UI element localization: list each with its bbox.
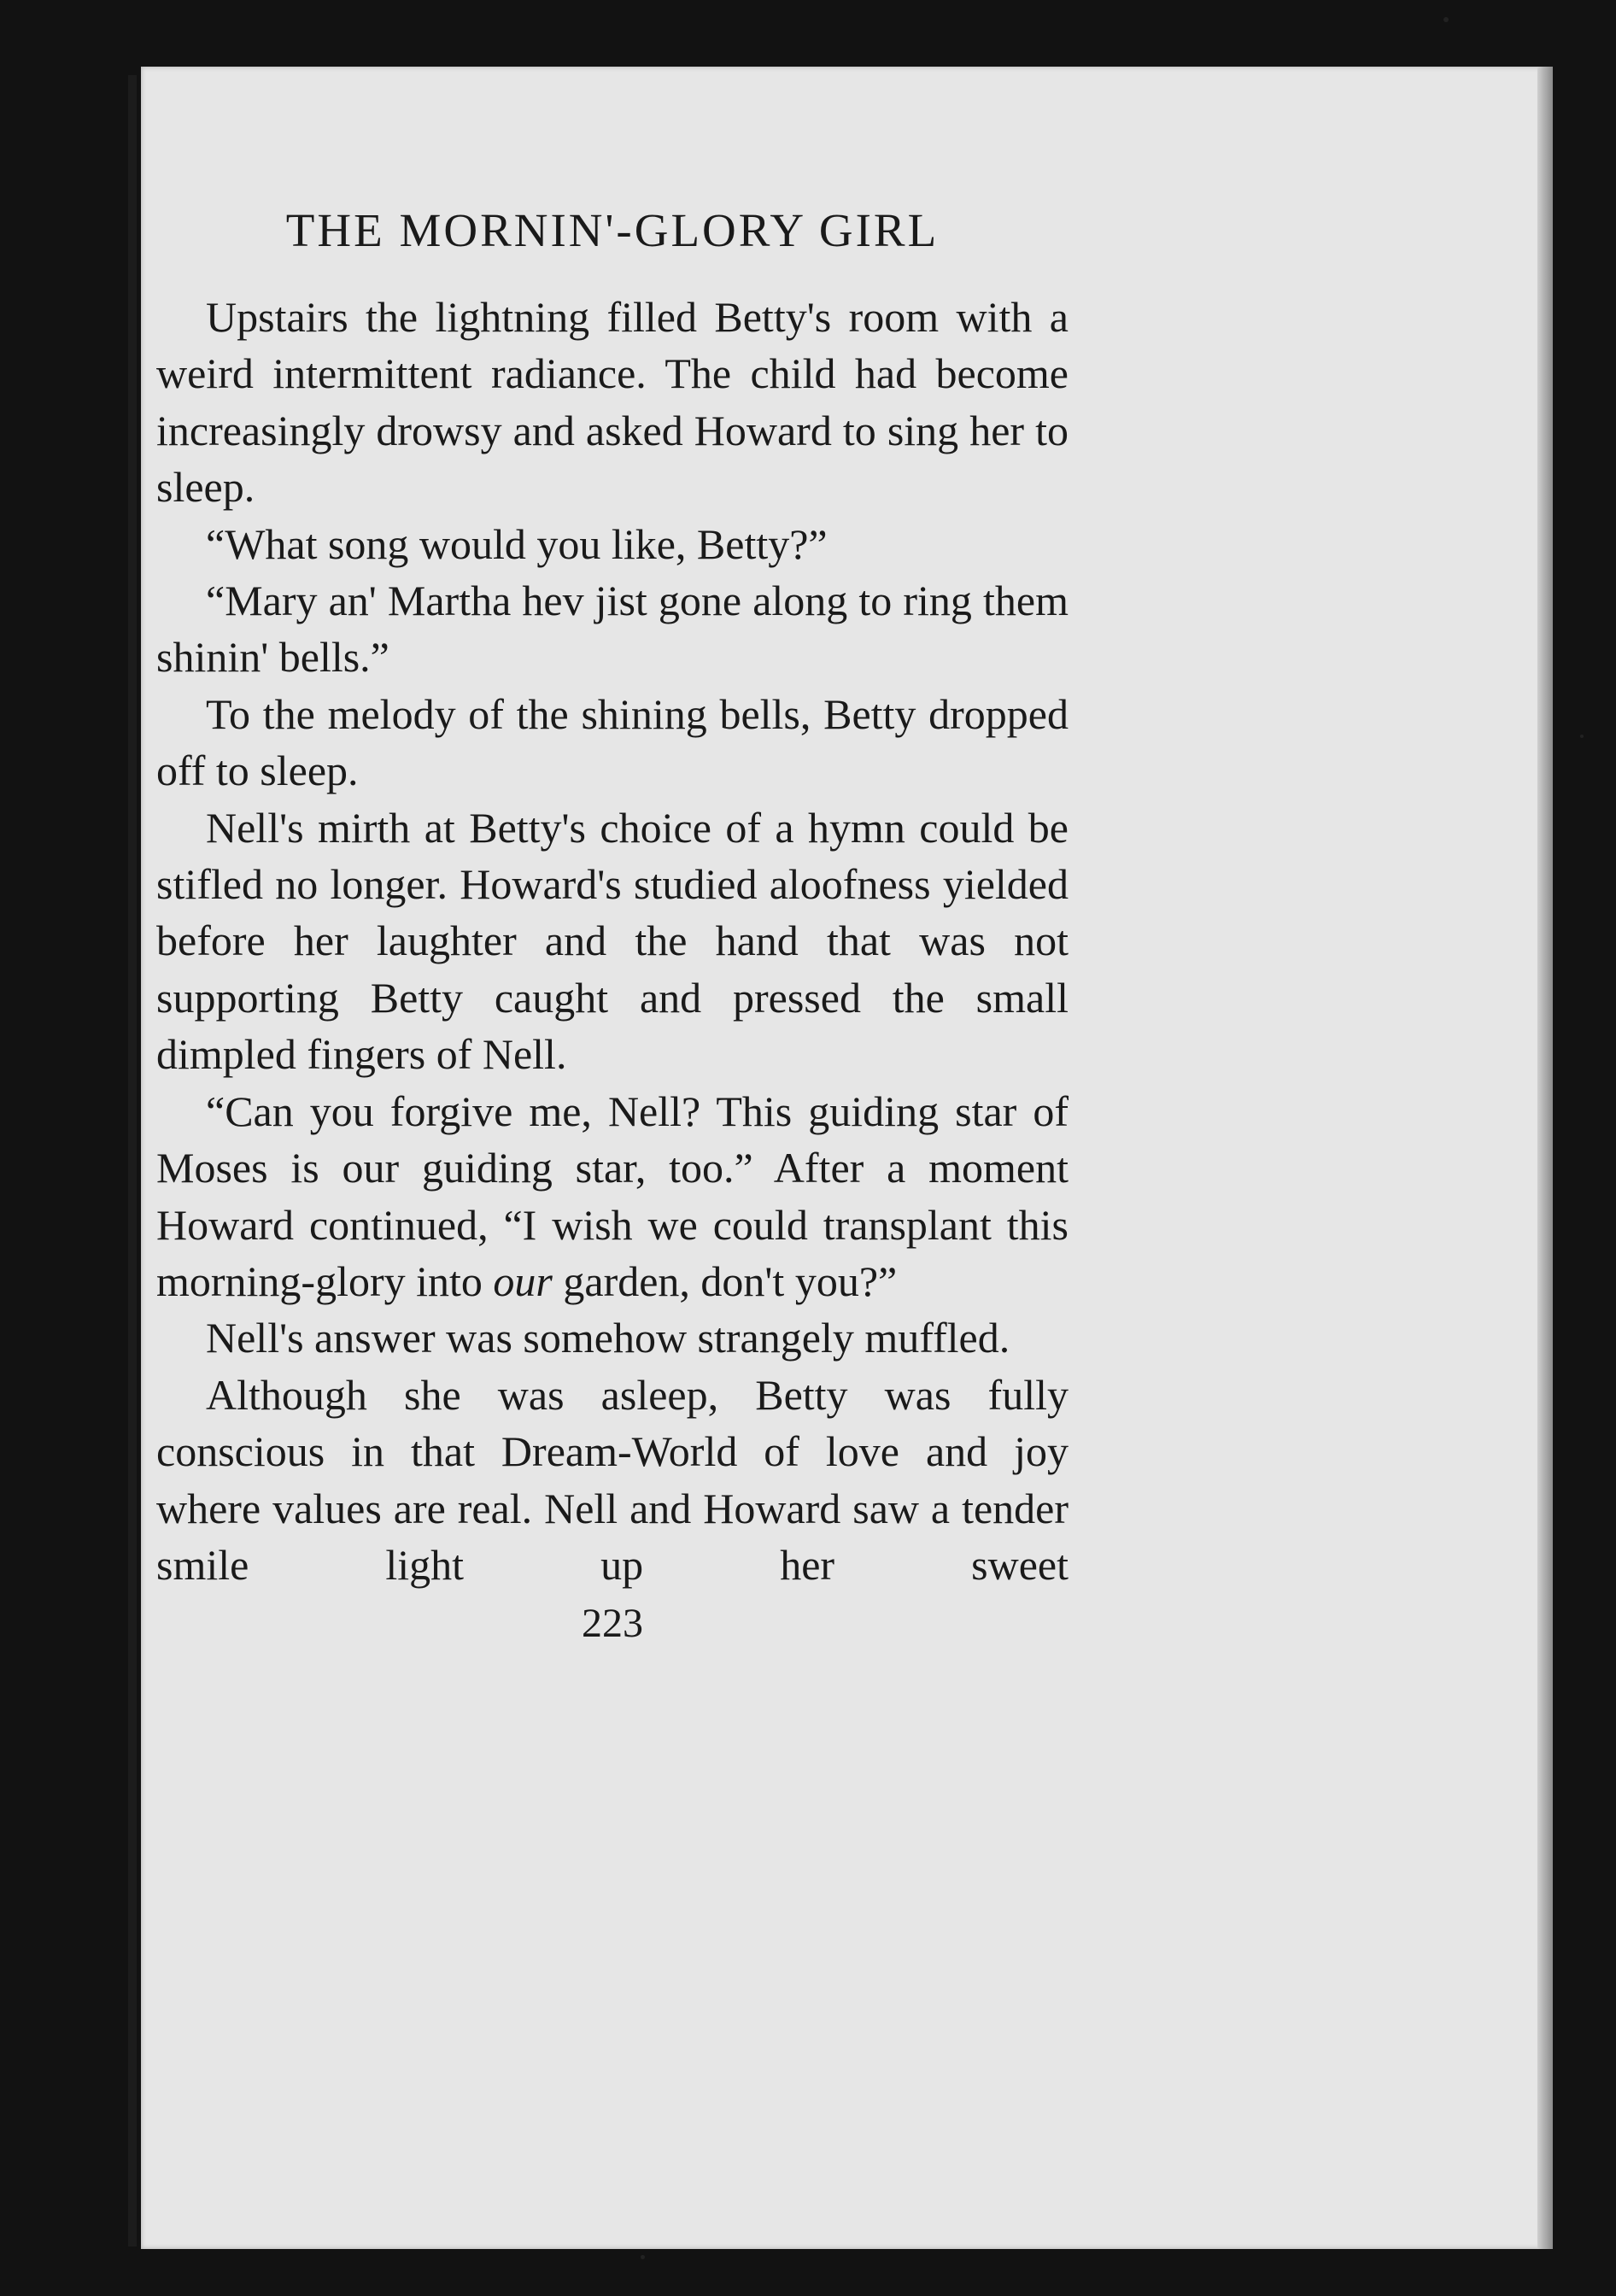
scan-speck [1443,17,1449,22]
page-edge [1537,67,1553,2249]
paragraph-1: Upstairs the lightning filled Betty's room with a weird intermittent radiance. The child had become increasingly drowsy and asked Howard to sing her to sleep. [156,293,1069,512]
scan-speck [641,2255,645,2259]
paragraph-6 [156,1083,1069,1310]
paragraph-7: Nell's answer was somehow strangely muffled. [206,1314,1010,1362]
paragraph-6-text: “Can you forgive me, Nell? This guiding star of Moses is our guiding star, too.” After a moment Howard continued, “I wish we could transplant this morning-glory into [156,1086,1069,1305]
paragraph-6-end: garden, don't you?” [563,1256,898,1305]
running-head: THE MORNIN'-GLORY GIRL [285,204,940,256]
paragraph-3: “Mary an' Martha hev jist gone along to ring them shinin' bells.” [156,577,1069,682]
page-number: 223 [582,1601,643,1647]
paragraph-8: Although she was asleep, Betty was fully conscious in that Dream-World of love and joy where values are real. Nell and Howard saw a tender smile light up her sweet [156,1370,1069,1589]
book-spine [128,75,137,2246]
paragraph-4: To the melody of the shining bells, Betty dropped off to sleep. [156,689,1069,795]
paragraph-5: Nell's mirth at Betty's choice of a hymn could be stifled no longer. Howard's studied aloofness yielded before her laughter and the hand that was not supporting Betty caught and pressed the small dimpled fingers of Nell. [156,803,1069,1079]
paragraph-2: “What song would you like, Betty?” [206,519,828,568]
emphasis-our: our [493,1256,553,1305]
page-text [156,200,1069,1649]
scan-speck [1580,735,1584,738]
